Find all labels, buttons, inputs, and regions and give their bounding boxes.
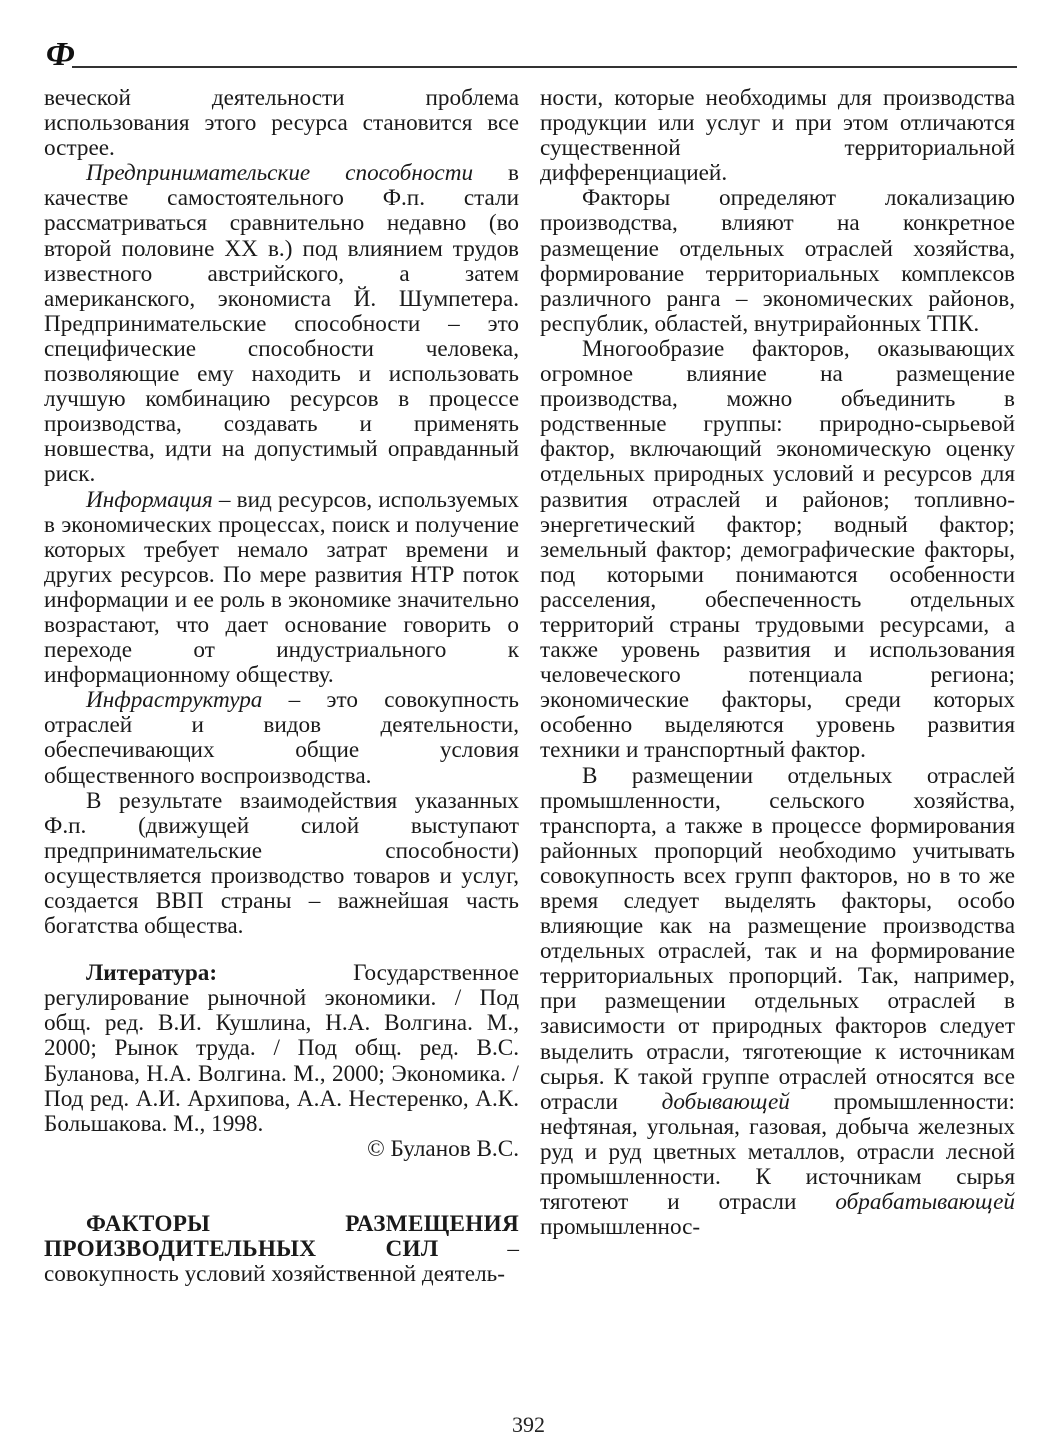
article-text: – совокупность условий хозяйственной деятель- bbox=[44, 1236, 519, 1288]
running-head-letter: Ф bbox=[46, 36, 75, 73]
term-manufacturing: обрабатывающей bbox=[835, 1189, 1015, 1216]
paragraph-text: – вид ресурсов, используемых в экономических процессах, поиск и получение которых требует немало затрат времени и других ресурсов. По мере развития НТР поток информации и ее роль в экономике значительно возрастают, что дает основание говорить о переходе от индустриального к информационному обществу. bbox=[44, 486, 519, 689]
paragraph-text: – это совокупность отраслей и видов деятельности, обеспечивающих общие условия общественного воспроизводства. bbox=[44, 687, 519, 789]
paragraph-infrastructure bbox=[44, 688, 519, 788]
literature-label: Литература: bbox=[86, 960, 218, 987]
right-column bbox=[540, 86, 1015, 1240]
literature bbox=[44, 961, 519, 1137]
term-information: Информация bbox=[86, 486, 213, 513]
paragraph-localization: Факторы определяют локализацию производства, влияют на конкретное размещение отдельных отраслей хозяйства, формирование территориальных комплексов различного ранга – экономических районов, республик, областей, внутрирайонных ТПК. bbox=[540, 185, 1015, 337]
paragraph-result: В результате взаимодействия указанных Ф.п. (движущей силой выступают предпринимательские способности) осуществляется производство товаров и услуг, создается ВВП страны – важнейшая часть богатства общества. bbox=[44, 787, 519, 940]
term-extractive: добывающей bbox=[661, 1088, 790, 1115]
article-title: ФАКТОРЫ РАЗМЕЩЕНИЯ ПРОИЗВОДИТЕЛЬНЫХ СИЛ bbox=[44, 1210, 519, 1263]
paragraph-text: промышленнос- bbox=[540, 1214, 701, 1241]
paragraph-continuation: вечеcкой деятельности проблема использования этого ресурса становится все острее. bbox=[44, 85, 519, 162]
article-entry bbox=[44, 1212, 519, 1287]
copyright-author: © Буланов В.С. bbox=[367, 1135, 519, 1162]
literature-text: Государственное регулирование рыночной экономики. / Под общ. ред. В.И. Кушлина, Н.А. Волгина. М., 2000; Рынок труда. / Под общ. ред. В.С. Буланова, Н.А. Волгина. М., 2000; Экономика. / Под ред. А.И. Архипова, А.А. Нестеренко, А.К. Большакова. М., 1998. bbox=[44, 960, 519, 1137]
left-column bbox=[44, 86, 519, 1287]
paragraph-entrepreneurship bbox=[44, 161, 519, 487]
paragraph-continuation: ности, которые необходимы для производства продукции или услуг и при этом отличаются существенной территориальной дифференциацией. bbox=[540, 85, 1015, 187]
paragraph-text: В размещении отдельных отраслей промышленности, сельского хозяйства, транспорта, а также в процессе формирования районных пропорций необходимо учитывать совокупность всех групп факторов, но в то же время следует выделять факторы, особо влияющие как на размещение производства отдельных отраслей, так и на формирование территориальных пропорций. Так, например, при размещении отдельных отраслей в зависимости от природных факторов следует выделить отрасли, тяготеющие к источникам сырья. К такой группе отраслей относятся все отрасли bbox=[540, 762, 1015, 1115]
header-rule bbox=[72, 66, 1017, 68]
running-head bbox=[42, 38, 1017, 72]
paragraph-text: промышленности: нефтяная, угольная, газовая, добыча железных руд и руд цветных металлов, отрасли лесной промышленности. К источникам сырья тяготеют и отрасли bbox=[540, 1088, 1015, 1216]
paragraph-text: в качестве самостоятельного Ф.п. стали рассматриваться сравнительно недавно (во второй половине XX в.) под влиянием трудов известного австрийского, а затем американского, экономиста Й. Шумпетера. Предпринимательские способности – это специфические способности человека, позволяющие ему находить и использовать лучшую комбинацию ресурсов в процессе производства, создавать и применять новшества, идти на допустимый оправданный риск. bbox=[44, 160, 519, 488]
paragraph-factor-groups: Многообразие факторов, оказывающих огромное влияние на размещение производства, можно объединить в родственные группы: природно-сырьевой фактор, включающий экономическую оценку отдельных природных условий и ресурсов для развития отраслей и районов; топливно-энергетический фактор; водный фактор; земельный фактор; демографические факторы, под которыми понимаются особенности расселения, обеспеченность отдельных территорий страны трудовыми ресурсами, а также уровень развития и использования человеческого потенциала региона; экономические факторы, среди которых особенно выделяются уровень развития техники и транспортный фактор. bbox=[540, 335, 1015, 764]
paragraph-information bbox=[44, 488, 519, 689]
page-number: 392 bbox=[512, 1412, 545, 1437]
term-infrastructure: Инфраструктура bbox=[86, 687, 263, 714]
paragraph-industry-placement bbox=[540, 764, 1015, 1241]
term-entrepreneurship: Предпринимательские способности bbox=[86, 160, 474, 187]
